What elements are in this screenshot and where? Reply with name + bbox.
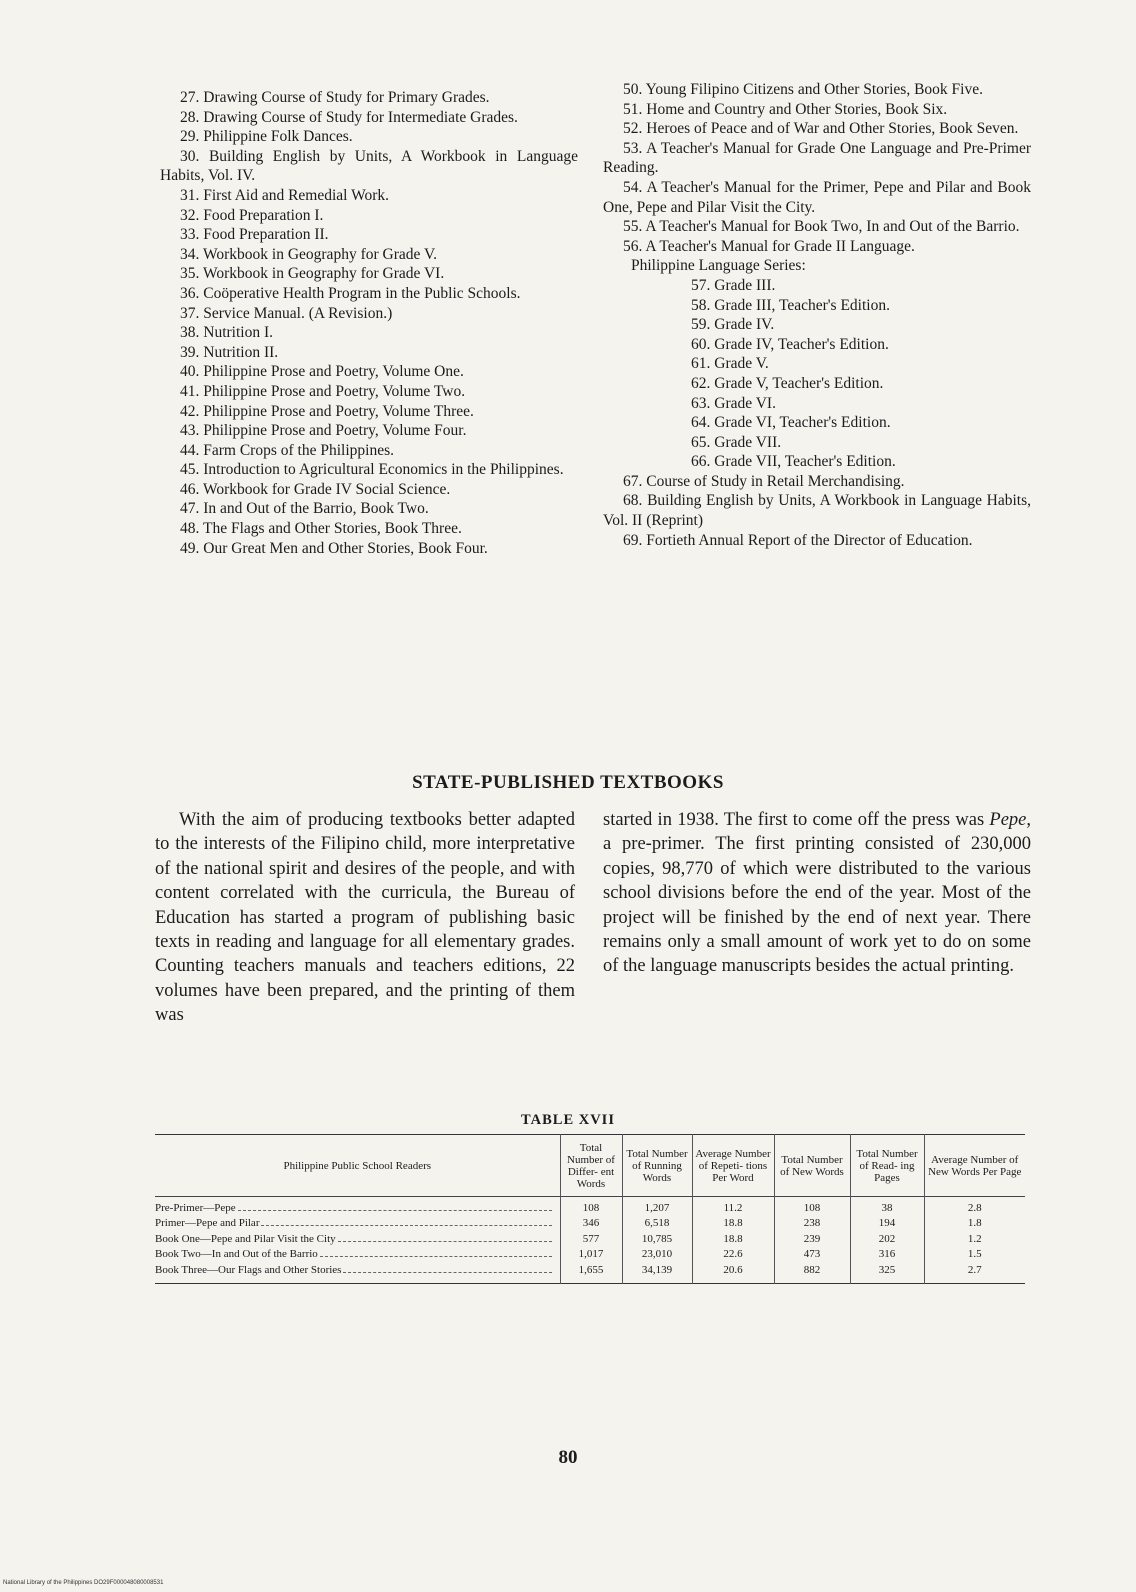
list-item: 64. Grade VI, Teacher's Edition. (691, 414, 891, 432)
reader-title-cell (155, 1263, 560, 1284)
publication-list-left (160, 88, 578, 558)
list-item: 37. Service Manual. (A Revision.) (180, 304, 393, 322)
publication-list-right-top (603, 80, 1031, 256)
list-item: 46. Workbook for Grade IV Social Science. (180, 480, 451, 498)
list-item: 28. Drawing Course of Study for Intermediate Grades. (180, 108, 518, 126)
reader-title-cell (155, 1247, 560, 1262)
table-cell: 202 (850, 1232, 924, 1247)
table-cell: 6,518 (622, 1216, 692, 1231)
list-item: 39. Nutrition II. (180, 343, 279, 361)
reader-title-cell (155, 1232, 560, 1247)
list-item: 57. Grade III. (691, 276, 776, 294)
list-item: 31. First Aid and Remedial Work. (180, 186, 389, 204)
table-cell: 20.6 (692, 1263, 774, 1284)
list-item: 67. Course of Study in Retail Merchandising. (623, 472, 905, 490)
list-item: 50. Young Filipino Citizens and Other Stories, Book Five. (623, 81, 983, 98)
table-body (155, 1197, 1025, 1284)
reader-title: Pre-Primer—Pepe (155, 1202, 236, 1214)
list-item: 41. Philippine Prose and Poetry, Volume Two. (180, 382, 466, 400)
list-item: 58. Grade III, Teacher's Edition. (691, 296, 890, 314)
list-item: 69. Fortieth Annual Report of the Director of Education. (623, 531, 973, 549)
table-cell: 108 (774, 1197, 850, 1217)
list-item: 27. Drawing Course of Study for Primary Grades. (180, 89, 490, 106)
dot-leader (343, 1272, 551, 1273)
list-item: 36. Coöperative Health Program in the Public Schools. (180, 284, 521, 302)
page-number: 80 (558, 1447, 578, 1468)
reader-title-cell (155, 1216, 560, 1231)
table-cell: 1.2 (924, 1232, 1025, 1247)
list-item: 49. Our Great Men and Other Stories, Book Four. (180, 539, 488, 557)
intro-paragraph-left: With the aim of producing textbooks better adapted to the interests of the Filipino child, more interpretative of the national spirit and desires of the people, and with content correlated with the curricula, the Bureau of Education has started a program of publishing basic texts in reading and language for all elementary grades. Counting teachers manuals and teachers editions, 22 volumes have been prepared, and the printing of them was (155, 810, 575, 1026)
table-row (155, 1197, 1025, 1217)
list-item: 48. The Flags and Other Stories, Book Three. (180, 520, 462, 538)
table-cell: 1,655 (560, 1263, 622, 1284)
table-row (155, 1263, 1025, 1284)
list-item: 59. Grade IV. (691, 316, 775, 334)
table-cell: 1,207 (622, 1197, 692, 1217)
list-item: 32. Food Preparation I. (180, 206, 324, 224)
table-cell: 325 (850, 1263, 924, 1284)
table-cell: 577 (560, 1232, 622, 1247)
dot-leader (338, 1241, 552, 1242)
column-header: Total Number of Read- ing Pages (850, 1135, 924, 1197)
list-item: 47. In and Out of the Barrio, Book Two. (180, 500, 429, 518)
column-header: Philippine Public School Readers (283, 1160, 432, 1172)
list-item: 33. Food Preparation II. (180, 226, 329, 244)
table-cell: 316 (850, 1247, 924, 1262)
table-cell: 23,010 (622, 1247, 692, 1262)
list-item: 53. A Teacher's Manual for Grade One Language and Pre-Primer Reading. (603, 139, 1031, 177)
table-cell: 18.8 (692, 1216, 774, 1231)
column-header: Total Number of Differ- ent Words (560, 1135, 622, 1197)
table-title: TABLE XVII (521, 1112, 615, 1128)
table-cell: 1.8 (924, 1216, 1025, 1231)
table-cell: 882 (774, 1263, 850, 1284)
list-item: 30. Building English by Units, A Workbook in Language Habits, Vol. IV. (160, 147, 578, 185)
list-item: 55. A Teacher's Manual for Book Two, In and Out of the Barrio. (623, 218, 1020, 236)
list-item: 68. Building English by Units, A Workbook in Language Habits, Vol. II (Reprint) (603, 492, 1031, 530)
list-item: 66. Grade VII, Teacher's Edition. (691, 453, 896, 471)
dot-leader (320, 1256, 552, 1257)
list-item: 65. Grade VII. (691, 433, 782, 451)
publication-list-right-bottom (603, 472, 1031, 550)
table-cell: 1,017 (560, 1247, 622, 1262)
reader-title: Book One—Pepe and Pilar Visit the City (155, 1232, 336, 1245)
table-cell: 1.5 (924, 1247, 1025, 1262)
table-row (155, 1232, 1025, 1247)
series-heading: Philippine Language Series: (631, 257, 806, 275)
table-cell: 22.6 (692, 1247, 774, 1262)
reader-title: Book Two—In and Out of the Barrio (155, 1248, 318, 1261)
readers-table (155, 1134, 1025, 1284)
book-title-pepe: Pepe (989, 810, 1027, 830)
table-cell: 34,139 (622, 1263, 692, 1284)
table-cell: 473 (774, 1247, 850, 1262)
table-cell: 11.2 (692, 1197, 774, 1217)
publication-list-right (603, 80, 1031, 550)
footer-note: National Library of the Philippines DO29F000048080008531 (3, 1580, 164, 1586)
reader-title-cell (155, 1197, 560, 1217)
table-header (155, 1135, 1025, 1197)
list-item: 40. Philippine Prose and Poetry, Volume One. (180, 363, 464, 381)
language-series-list (603, 276, 1031, 472)
dot-leader (261, 1225, 551, 1226)
list-item: 61. Grade V. (691, 355, 769, 373)
column-header: Total Number of New Words (774, 1135, 850, 1197)
list-item: 44. Farm Crops of the Philippines. (180, 441, 394, 459)
table-cell: 238 (774, 1216, 850, 1231)
list-item: 62. Grade V, Teacher's Edition. (691, 374, 884, 392)
list-item: 42. Philippine Prose and Poetry, Volume Three. (180, 402, 474, 420)
list-item: 34. Workbook in Geography for Grade V. (180, 245, 438, 263)
list-item: 29. Philippine Folk Dances. (180, 128, 353, 146)
table-cell: 108 (560, 1197, 622, 1217)
column-header: Average Number of New Words Per Page (924, 1135, 1025, 1197)
reader-title: Primer—Pepe and Pilar (155, 1217, 260, 1230)
list-item: 52. Heroes of Peace and of War and Other Stories, Book Seven. (623, 120, 1019, 138)
intro-paragraph-right (603, 808, 1031, 979)
table-cell: 346 (560, 1216, 622, 1231)
table-row (155, 1247, 1025, 1262)
list-item: 56. A Teacher's Manual for Grade II Language. (623, 237, 915, 255)
intro-text: started in 1938. The first to come off the press was (603, 810, 990, 830)
list-item: 38. Nutrition I. (180, 324, 273, 342)
table-cell: 10,785 (622, 1232, 692, 1247)
column-header: Average Number of Repeti- tions Per Word (692, 1135, 774, 1197)
reader-title: Book Three—Our Flags and Other Stories (155, 1263, 342, 1276)
table-row (155, 1216, 1025, 1231)
list-item: 45. Introduction to Agricultural Economics in the Philippines. (180, 461, 564, 479)
section-title: STATE-PUBLISHED TEXTBOOKS (412, 772, 724, 793)
table-cell: 38 (850, 1197, 924, 1217)
intro-text: , a pre-primer. The first printing consisted of 230,000 copies, 98,770 of which were distributed to the various school divisions before the end of the year. Most of the project will be finished by the end of next year. There remains only a small amount of work yet to do on some of the language manuscripts besides the actual printing. (603, 810, 1031, 977)
dot-leader (238, 1210, 552, 1211)
table-cell: 239 (774, 1232, 850, 1247)
list-item: 43. Philippine Prose and Poetry, Volume Four. (180, 422, 467, 440)
list-item: 60. Grade IV, Teacher's Edition. (691, 335, 889, 353)
list-item: 35. Workbook in Geography for Grade VI. (180, 265, 445, 283)
list-item: 54. A Teacher's Manual for the Primer, Pepe and Pilar and Book One, Pepe and Pilar Visit the City. (603, 178, 1031, 216)
list-item: 63. Grade VI. (691, 394, 776, 412)
table-cell: 2.7 (924, 1263, 1025, 1284)
column-header: Total Number of Running Words (622, 1135, 692, 1197)
table-cell: 194 (850, 1216, 924, 1231)
list-item: 51. Home and Country and Other Stories, Book Six. (623, 100, 948, 118)
table-cell: 2.8 (924, 1197, 1025, 1217)
table-cell: 18.8 (692, 1232, 774, 1247)
